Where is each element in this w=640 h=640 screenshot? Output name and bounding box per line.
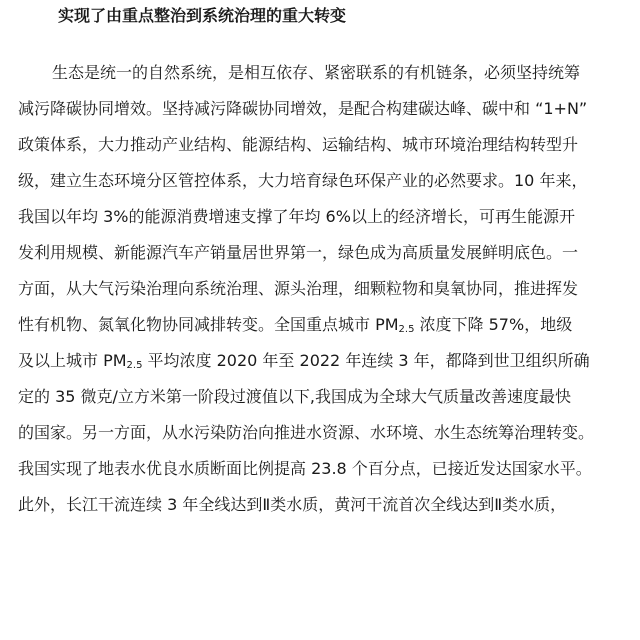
text-segment: 定的 35 微克/立方米第一阶段过渡值以下,我国成为全球大气质量改善速度最快	[18, 387, 572, 406]
text-line	[18, 127, 630, 163]
text-line	[18, 163, 630, 199]
text-line	[18, 91, 630, 127]
text-line	[18, 343, 630, 379]
text-segment: 及以上城市 PM	[18, 351, 127, 370]
text-line	[18, 271, 630, 307]
text-segment: 我国以年均 3%的能源消费增速支撑了年均 6%以上的经济增长，可再生能源开	[18, 207, 575, 226]
pm-subscript: 2.5	[398, 324, 415, 335]
text-segment: 级，建立生态环境分区管控体系，大力培育绿色环保产业的必然要求。10 年来，	[18, 171, 588, 190]
body-paragraph	[18, 55, 630, 523]
text-segment: 的国家。另一方面，从水污染防治向推进水资源、水环境、水生态统筹治理转变。	[18, 423, 595, 442]
text-segment: 浓度下降 57%，地级	[414, 315, 573, 334]
text-line	[18, 487, 630, 523]
text-segment: 此外，长江干流连续 3 年全线达到Ⅱ类水质，黄河干流首次全线达到Ⅱ类水质，	[18, 495, 567, 514]
text-line	[18, 199, 630, 235]
text-line	[18, 379, 630, 415]
text-segment: 政策体系，大力推动产业结构、能源结构、运输结构、城市环境治理结构转型升	[18, 135, 579, 154]
text-line	[18, 55, 630, 91]
text-segment: 我国实现了地表水优良水质断面比例提高 23.8 个百分点，已接近发达国家水平。	[18, 459, 592, 478]
text-line	[18, 235, 630, 271]
text-line	[18, 415, 630, 451]
text-segment: 平均浓度 2020 年至 2022 年连续 3 年，都降到世卫组织所确	[142, 351, 590, 370]
pm-subscript: 2.5	[126, 360, 143, 371]
section-heading: 实现了由重点整治到系统治理的重大转变	[58, 6, 347, 25]
text-line	[18, 451, 630, 487]
text-line	[18, 307, 630, 343]
text-segment: 生态是统一的自然系统，是相互依存、紧密联系的有机链条，必须坚持统筹	[52, 63, 581, 82]
text-segment: 性有机物、氮氧化物协同减排转变。全国重点城市 PM	[18, 315, 399, 334]
text-segment: 减污降碳协同增效。坚持减污降碳协同增效，是配合构建碳达峰、碳中和 “1+N”	[18, 99, 588, 118]
text-segment: 方面，从大气污染治理向系统治理、源头治理，细颗粒物和臭氧协同，推进挥发	[18, 279, 579, 298]
text-segment: 发利用规模、新能源汽车产销量居世界第一，绿色成为高质量发展鲜明底色。一	[18, 243, 579, 262]
